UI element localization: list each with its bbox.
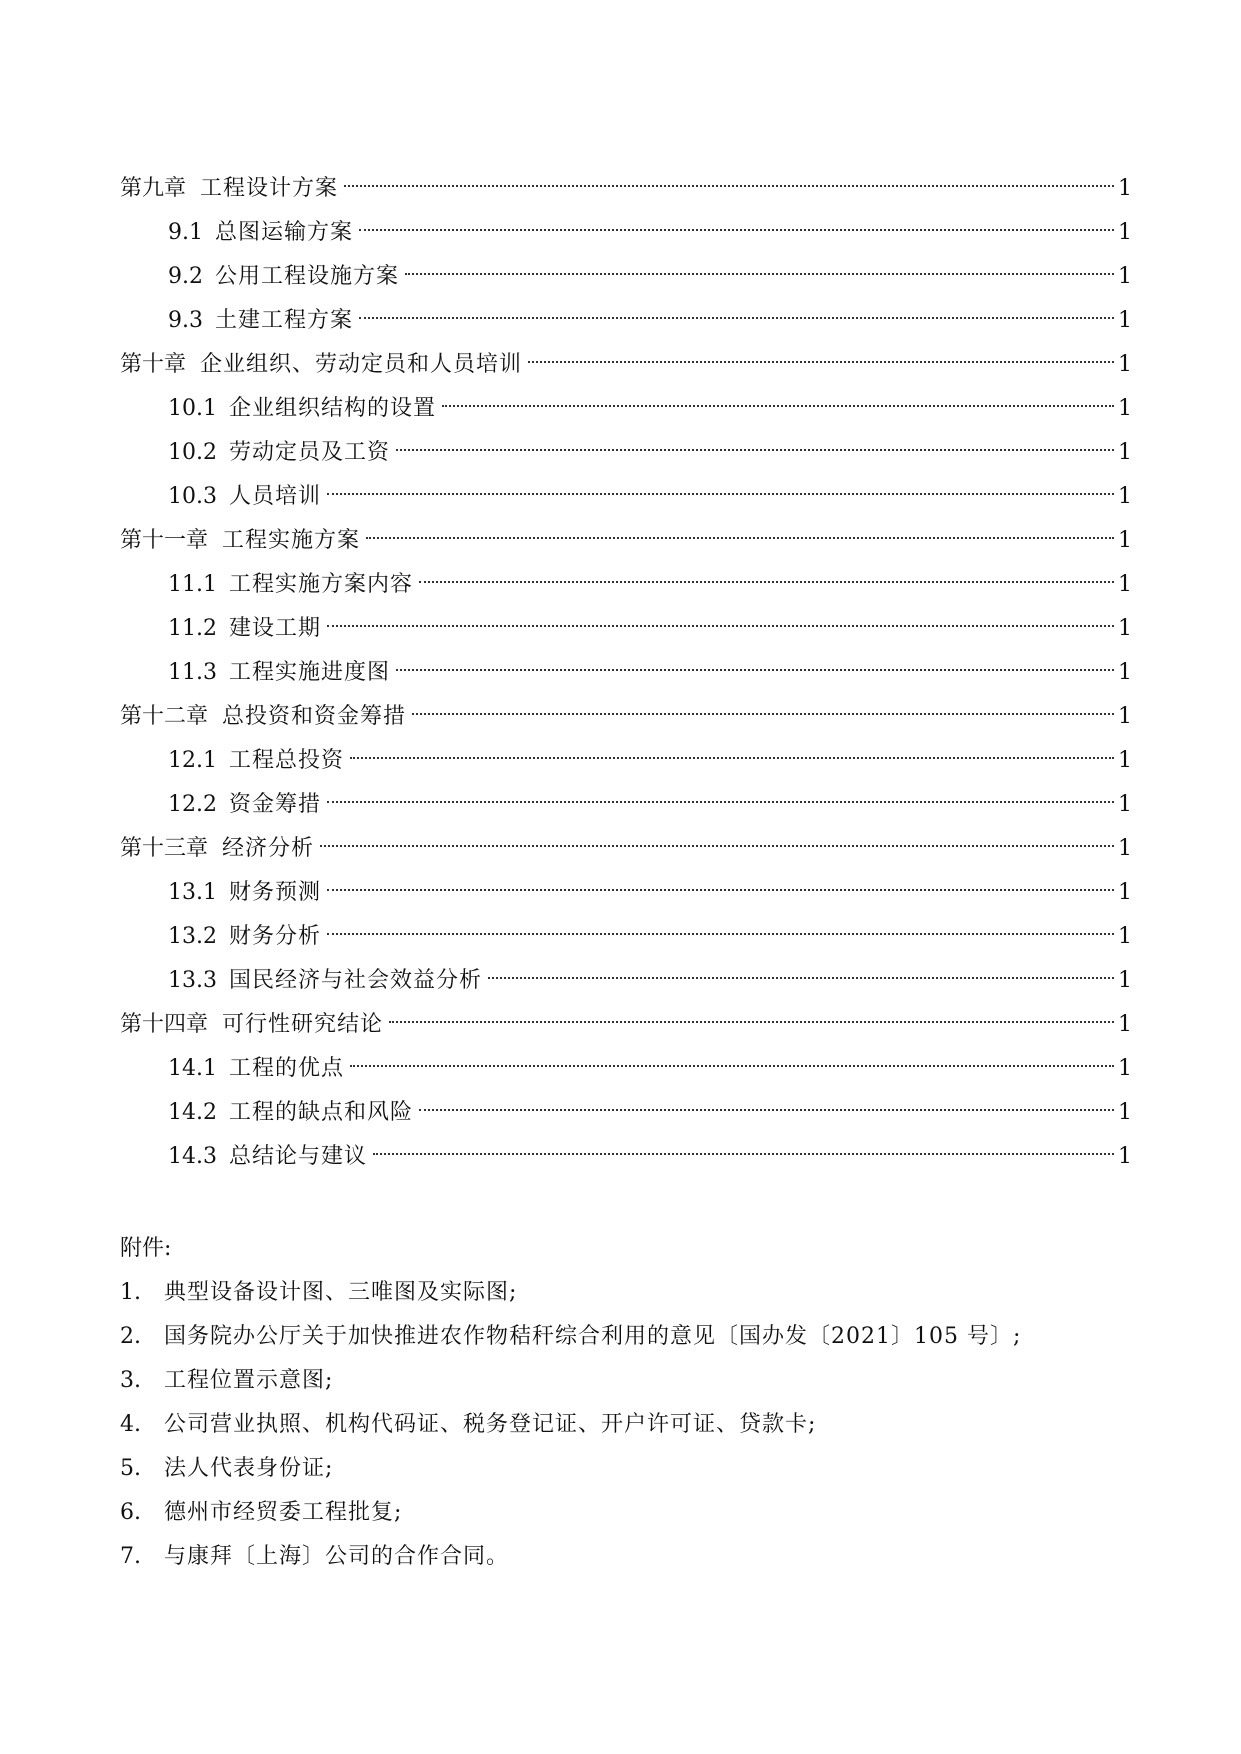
toc-dot-leader — [350, 756, 1114, 759]
toc-page-number: 1 — [1118, 484, 1132, 509]
toc-entry-number: 13.1 — [168, 880, 217, 905]
toc-entry-chapter[interactable] — [120, 519, 1130, 563]
toc-entry-section[interactable] — [120, 651, 1130, 695]
toc-page-number: 1 — [1118, 660, 1132, 685]
toc-entry-title: 财务预测 — [228, 880, 321, 905]
toc-entry-number: 9.1 — [168, 220, 203, 245]
toc-page-number: 1 — [1118, 352, 1132, 377]
toc-entry-number: 14.2 — [168, 1100, 217, 1125]
attachment-number: 1. — [120, 1280, 141, 1305]
attachment-item — [120, 1491, 1120, 1535]
toc-entry-section[interactable] — [120, 607, 1130, 651]
toc-page-number: 1 — [1118, 1100, 1132, 1125]
toc-dot-leader — [359, 316, 1114, 319]
toc-entry-section[interactable] — [120, 475, 1130, 519]
attachment-text: 国务院办公厅关于加快推进农作物秸秆综合利用的意见〔国办发〔2021〕105 号〕; — [164, 1324, 1022, 1349]
attachment-item — [120, 1447, 1120, 1491]
attachment-number: 4. — [120, 1412, 141, 1437]
toc-dot-leader — [373, 1152, 1114, 1155]
toc-page-number: 1 — [1118, 440, 1132, 465]
toc-dot-leader — [396, 668, 1114, 671]
toc-dot-leader — [389, 1020, 1114, 1023]
toc-dot-leader — [327, 932, 1114, 935]
toc-entry-section[interactable] — [120, 387, 1130, 431]
toc-page-number: 1 — [1118, 1144, 1132, 1169]
toc-entry-title: 工程的缺点和风险 — [228, 1100, 413, 1125]
toc-entry-title: 工程的优点 — [228, 1056, 344, 1081]
toc-dot-leader — [488, 976, 1114, 979]
toc-page-number: 1 — [1118, 748, 1132, 773]
toc-page-number: 1 — [1118, 396, 1132, 421]
toc-dot-leader — [327, 800, 1114, 803]
toc-entry-number: 第十二章 — [120, 704, 209, 729]
toc-entry-section[interactable] — [120, 871, 1130, 915]
toc-entry-title: 企业组织结构的设置 — [228, 396, 436, 421]
toc-entry-section[interactable] — [120, 1047, 1130, 1091]
toc-page-number: 1 — [1118, 704, 1132, 729]
toc-entry-number: 10.1 — [168, 396, 217, 421]
attachment-number: 2. — [120, 1324, 141, 1349]
toc-entry-title: 企业组织、劳动定员和人员培训 — [200, 352, 523, 377]
toc-dot-leader — [419, 1108, 1114, 1111]
toc-dot-leader — [327, 888, 1114, 891]
toc-entry-title: 国民经济与社会效益分析 — [228, 968, 482, 993]
toc-page-number: 1 — [1118, 1012, 1132, 1037]
toc-entry-number: 12.2 — [168, 792, 217, 817]
toc-entry-number: 第九章 — [120, 176, 187, 201]
toc-page-number: 1 — [1118, 1056, 1132, 1081]
attachment-text: 与康拜〔上海〕公司的合作合同。 — [164, 1544, 510, 1569]
attachment-number: 3. — [120, 1368, 141, 1393]
attachments-heading: 附件: — [120, 1236, 172, 1261]
table-of-contents — [120, 167, 1130, 1179]
toc-entry-title: 资金筹措 — [228, 792, 321, 817]
toc-entry-section[interactable] — [120, 255, 1130, 299]
toc-page-number: 1 — [1118, 880, 1132, 905]
toc-dot-leader — [412, 712, 1114, 715]
toc-entry-number: 第十三章 — [120, 836, 209, 861]
toc-entry-section[interactable] — [120, 431, 1130, 475]
toc-dot-leader — [528, 360, 1114, 363]
toc-entry-section[interactable] — [120, 563, 1130, 607]
attachment-item — [120, 1535, 1120, 1579]
attachment-item — [120, 1315, 1120, 1359]
attachment-number: 5. — [120, 1456, 141, 1481]
attachment-text: 法人代表身份证; — [164, 1456, 334, 1481]
toc-entry-title: 人员培训 — [228, 484, 321, 509]
toc-entry-title: 劳动定员及工资 — [228, 440, 390, 465]
toc-dot-leader — [359, 228, 1114, 231]
attachment-text: 典型设备设计图、三唯图及实际图; — [164, 1280, 518, 1305]
toc-page-number: 1 — [1118, 836, 1132, 861]
toc-page-number: 1 — [1118, 220, 1132, 245]
toc-entry-title: 可行性研究结论 — [222, 1012, 384, 1037]
toc-entry-title: 总图运输方案 — [215, 220, 354, 245]
toc-entry-number: 11.3 — [168, 660, 217, 685]
toc-page-number: 1 — [1118, 968, 1132, 993]
toc-entry-title: 公用工程设施方案 — [215, 264, 400, 289]
toc-dot-leader — [419, 580, 1114, 583]
toc-entry-title: 工程实施方案 — [222, 528, 361, 553]
toc-entry-number: 第十四章 — [120, 1012, 209, 1037]
toc-page-number: 1 — [1118, 264, 1132, 289]
toc-entry-number: 13.2 — [168, 924, 217, 949]
toc-page-number: 1 — [1118, 616, 1132, 641]
toc-entry-section[interactable] — [120, 783, 1130, 827]
toc-entry-title: 工程实施方案内容 — [228, 572, 413, 597]
attachment-number: 6. — [120, 1500, 141, 1525]
attachment-item — [120, 1359, 1120, 1403]
toc-entry-section[interactable] — [120, 211, 1130, 255]
toc-dot-leader — [327, 492, 1114, 495]
attachment-text: 德州市经贸委工程批复; — [164, 1500, 403, 1525]
toc-entry-title: 总结论与建议 — [228, 1144, 367, 1169]
toc-dot-leader — [396, 448, 1114, 451]
toc-dot-leader — [366, 536, 1114, 539]
toc-entry-chapter[interactable] — [120, 827, 1130, 871]
toc-dot-leader — [350, 1064, 1114, 1067]
toc-entry-section[interactable] — [120, 959, 1130, 1003]
toc-entry-title: 总投资和资金筹措 — [222, 704, 407, 729]
toc-entry-number: 13.3 — [168, 968, 217, 993]
toc-entry-number: 11.2 — [168, 616, 217, 641]
toc-entry-number: 第十章 — [120, 352, 187, 377]
toc-entry-number: 第十一章 — [120, 528, 209, 553]
toc-entry-title: 经济分析 — [222, 836, 315, 861]
toc-entry-title: 工程设计方案 — [200, 176, 339, 201]
toc-entry-chapter[interactable] — [120, 343, 1130, 387]
toc-entry-title: 土建工程方案 — [215, 308, 354, 333]
toc-entry-number: 11.1 — [168, 572, 217, 597]
toc-entry-number: 14.3 — [168, 1144, 217, 1169]
toc-entry-number: 10.2 — [168, 440, 217, 465]
attachment-item — [120, 1403, 1120, 1447]
toc-entry-title: 建设工期 — [228, 616, 321, 641]
toc-page-number: 1 — [1118, 528, 1132, 553]
toc-dot-leader — [405, 272, 1114, 275]
attachment-number: 7. — [120, 1544, 141, 1569]
toc-entry-chapter[interactable] — [120, 1003, 1130, 1047]
toc-entry-section[interactable] — [120, 1135, 1130, 1179]
toc-entry-title: 财务分析 — [228, 924, 321, 949]
attachment-item — [120, 1271, 1120, 1315]
toc-dot-leader — [320, 844, 1114, 847]
toc-page-number: 1 — [1118, 924, 1132, 949]
toc-entry-section[interactable] — [120, 299, 1130, 343]
toc-page-number: 1 — [1118, 792, 1132, 817]
toc-page-number: 1 — [1118, 176, 1132, 201]
attachments-section — [120, 1227, 1120, 1579]
toc-entry-title: 工程实施进度图 — [228, 660, 390, 685]
attachment-text: 工程位置示意图; — [164, 1368, 334, 1393]
toc-entry-section[interactable] — [120, 1091, 1130, 1135]
attachment-text: 公司营业执照、机构代码证、税务登记证、开户许可证、贷款卡; — [164, 1412, 817, 1437]
toc-entry-number: 9.2 — [168, 264, 203, 289]
toc-dot-leader — [327, 624, 1114, 627]
toc-page-number: 1 — [1118, 572, 1132, 597]
toc-entry-number: 9.3 — [168, 308, 203, 333]
toc-entry-section[interactable] — [120, 915, 1130, 959]
toc-entry-chapter[interactable] — [120, 167, 1130, 211]
toc-entry-number: 12.1 — [168, 748, 217, 773]
toc-entry-chapter[interactable] — [120, 695, 1130, 739]
toc-entry-number: 10.3 — [168, 484, 217, 509]
toc-entry-section[interactable] — [120, 739, 1130, 783]
toc-dot-leader — [344, 184, 1114, 187]
toc-dot-leader — [442, 404, 1114, 407]
toc-entry-title: 工程总投资 — [228, 748, 344, 773]
toc-entry-number: 14.1 — [168, 1056, 217, 1081]
toc-page-number: 1 — [1118, 308, 1132, 333]
